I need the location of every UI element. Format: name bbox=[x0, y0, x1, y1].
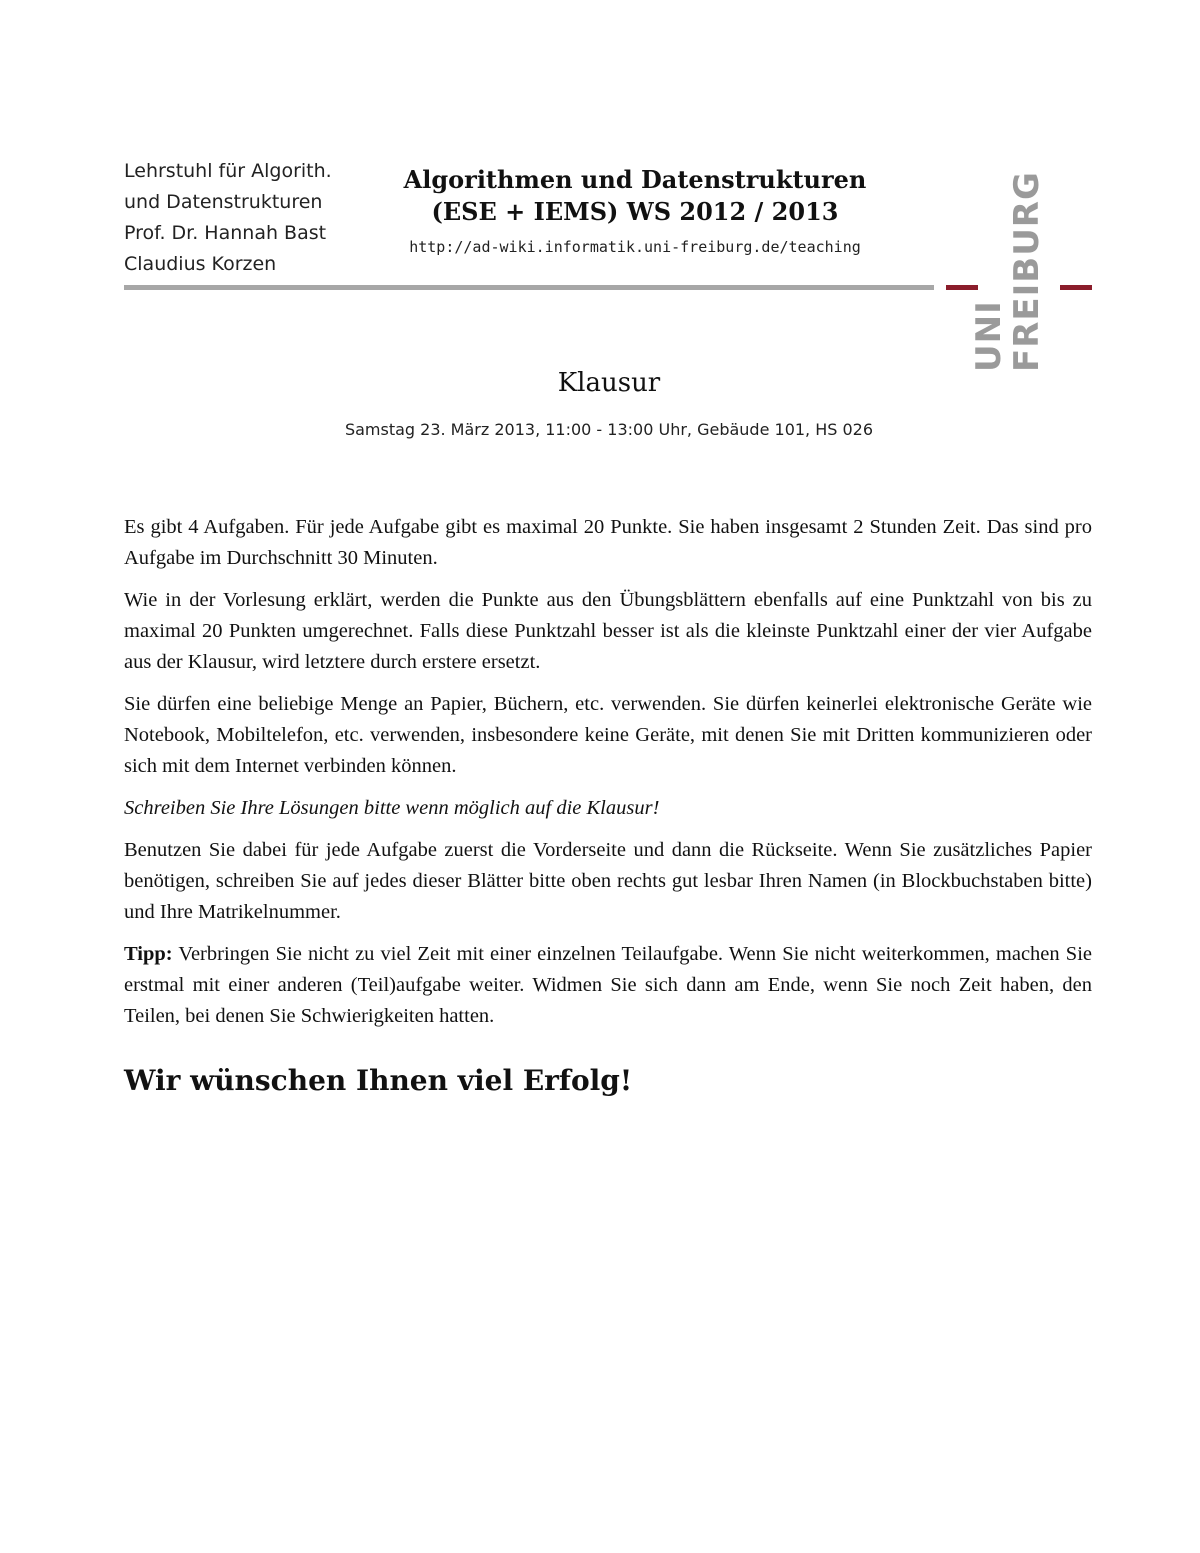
instruction-paragraph: Sie dürfen eine beliebige Menge an Papier, Büchern, etc. verwenden. Sie dürfen keinerlei elektronische Geräte wie Notebook, Mobiltelefon, etc. verwenden, insbesondere keine Geräte, mit denen Sie mit Dritten kommunizieren oder sich mit dem Internet verbinden können. bbox=[124, 693, 1092, 777]
instruction-paragraph: Es gibt 4 Aufgaben. Für jede Aufgabe gibt es maximal 20 Punkte. Sie haben insgesamt 2 Stunden Zeit. Das sind pro Aufgabe im Durchschnitt 30 Minuten. bbox=[124, 516, 1092, 569]
tip-paragraph bbox=[124, 939, 1092, 1032]
exam-details: Samstag 23. März 2013, 11:00 - 13:00 Uhr, Gebäude 101, HS 026 bbox=[344, 420, 874, 439]
chair-info bbox=[124, 156, 374, 280]
chair-line: Claudius Korzen bbox=[124, 253, 277, 275]
course-title-line2: (ESE + IEMS) WS 2012 / 2013 bbox=[431, 197, 839, 226]
header-rule-accent-left bbox=[946, 285, 978, 290]
svg-text:UNI: UNI bbox=[969, 300, 1009, 372]
header-rule-accent-right bbox=[1060, 285, 1092, 290]
course-url-link[interactable]: http://ad-wiki.informatik.uni-freiburg.de/teaching bbox=[409, 238, 861, 256]
instructions bbox=[124, 512, 1092, 1043]
instruction-paragraph-italic: Schreiben Sie Ihre Lösungen bitte wenn möglich auf die Klausur! bbox=[124, 797, 660, 819]
tip-text: Verbringen Sie nicht zu viel Zeit mit einer einzelnen Teilaufgabe. Wenn Sie nicht weiterkommen, machen Sie erstmal mit einer anderen (Teil)aufgabe weiter. Widmen Sie sich dann am Ende, wenn Sie noch Zeit haben, den Teilen, bei denen Sie Schwierigkeiten hatten. bbox=[124, 943, 1092, 1027]
instruction-paragraph: Benutzen Sie dabei für jede Aufgabe zuerst die Vorderseite und dann die Rückseite. Wenn Sie zusätzliches Papier benötigen, schreiben Sie auf jedes dieser Blätter bitte oben rechts gut lesbar Ihren Namen (in Blockbuchstaben bitte) und Ihre Matrikelnummer. bbox=[124, 839, 1092, 923]
header-rule bbox=[124, 285, 934, 290]
chair-line: Prof. Dr. Hannah Bast bbox=[124, 222, 327, 244]
course-header bbox=[360, 164, 910, 256]
chair-line: Lehrstuhl für Algorith. bbox=[124, 160, 332, 182]
course-title-line1: Algorithmen und Datenstrukturen bbox=[403, 165, 867, 194]
instruction-paragraph: Wie in der Vorlesung erklärt, werden die Punkte aus den Übungsblättern ebenfalls auf eine Punktzahl von bis zu maximal 20 Punkten umgerechnet. Falls diese Punktzahl besser ist als die kleinste Punktzahl einer der vier Aufgabe aus der Klausur, wird letztere durch erstere ersetzt. bbox=[124, 589, 1092, 673]
exam-title: Klausur bbox=[557, 368, 661, 398]
svg-text:FREIBURG: FREIBURG bbox=[1007, 171, 1047, 372]
chair-line: und Datenstrukturen bbox=[124, 191, 323, 213]
uni-freiburg-logo bbox=[969, 150, 1060, 375]
tip-label: Tipp: bbox=[124, 943, 173, 965]
closing-wish: Wir wünschen Ihnen viel Erfolg! bbox=[124, 1064, 633, 1097]
